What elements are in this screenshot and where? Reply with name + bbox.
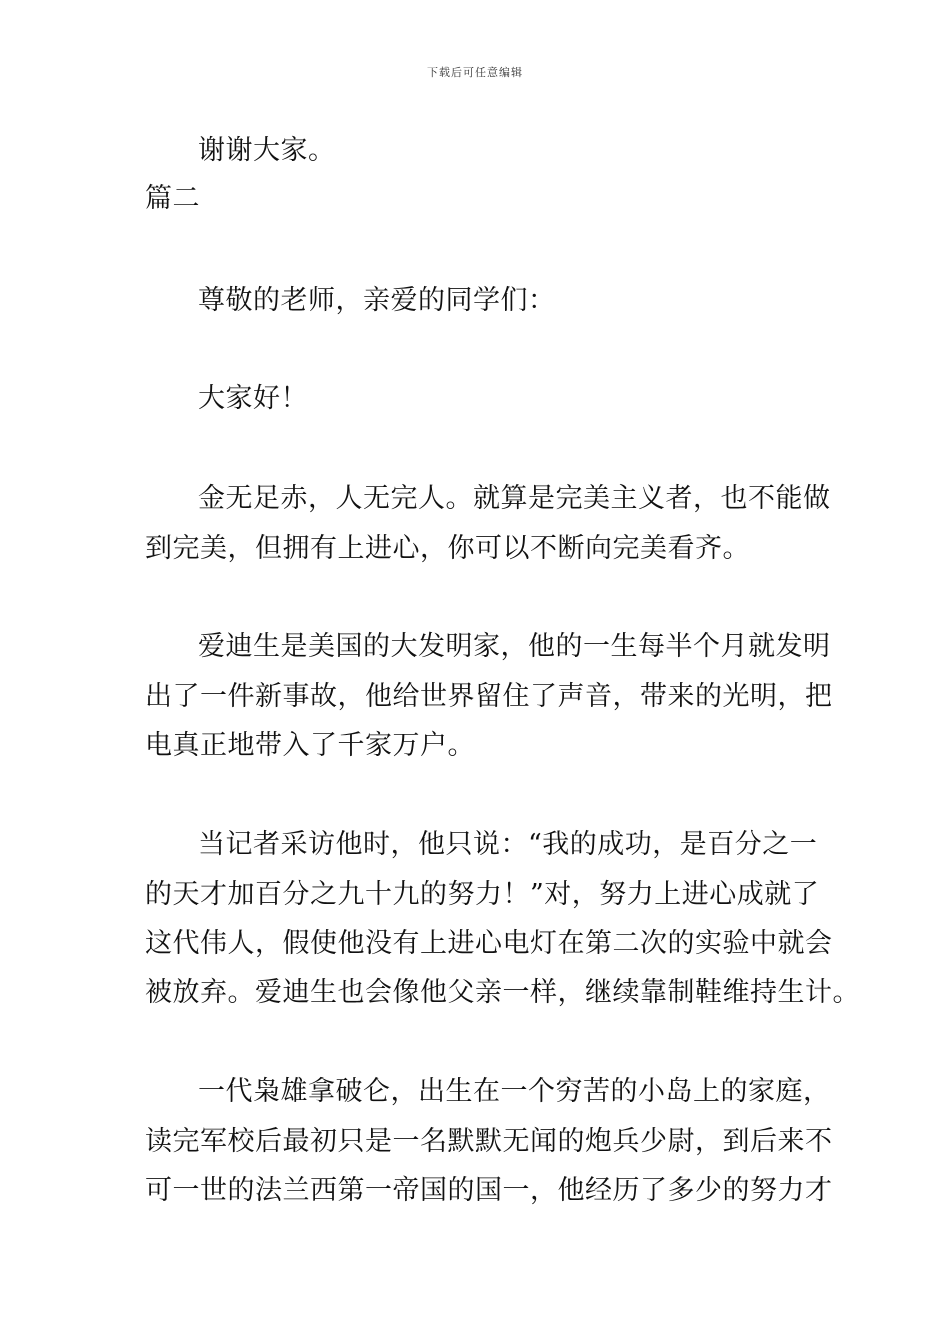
text-line: 读完军校后最初只是一名默默无闻的炮兵少尉，到后来不 <box>145 1126 833 1157</box>
text-line: 爱迪生是美国的大发明家，他的一生每半个月就发明 <box>198 631 831 662</box>
text-line: 到完美，但拥有上进心，你可以不断向完美看齐。 <box>145 533 750 564</box>
text-line: 尊敬的老师，亲爱的同学们： <box>198 285 556 316</box>
text-line: 谢谢大家。 <box>198 135 336 166</box>
text-line: 金无足赤，人无完人。就算是完美主义者，也不能做 <box>198 483 831 514</box>
text-line: 这代伟人，假使他没有上进心电灯在第二次的实验中就会 <box>145 928 833 959</box>
section-heading: 篇二 <box>145 183 200 214</box>
text-line: 被放弃。爱迪生也会像他父亲一样，继续靠制鞋维持生计。 <box>145 977 860 1008</box>
text-line: 大家好！ <box>198 383 308 414</box>
page-header: 下载后可任意编辑 <box>427 66 523 79</box>
text-line: 电真正地带入了千家万户。 <box>145 730 475 761</box>
text-line: 一代枭雄拿破仑，出生在一个穷苦的小岛上的家庭， <box>198 1076 831 1107</box>
text-line: 可一世的法兰西第一帝国的国一，他经历了多少的努力才 <box>145 1175 833 1206</box>
text-line: 的天才加百分之九十九的努力！”对，努力上进心成就了 <box>145 879 820 910</box>
text-line: 出了一件新事故，他给世界留住了声音，带来的光明，把 <box>145 681 833 712</box>
text-line: 当记者采访他时，他只说：“我的成功，是百分之一 <box>198 829 818 860</box>
